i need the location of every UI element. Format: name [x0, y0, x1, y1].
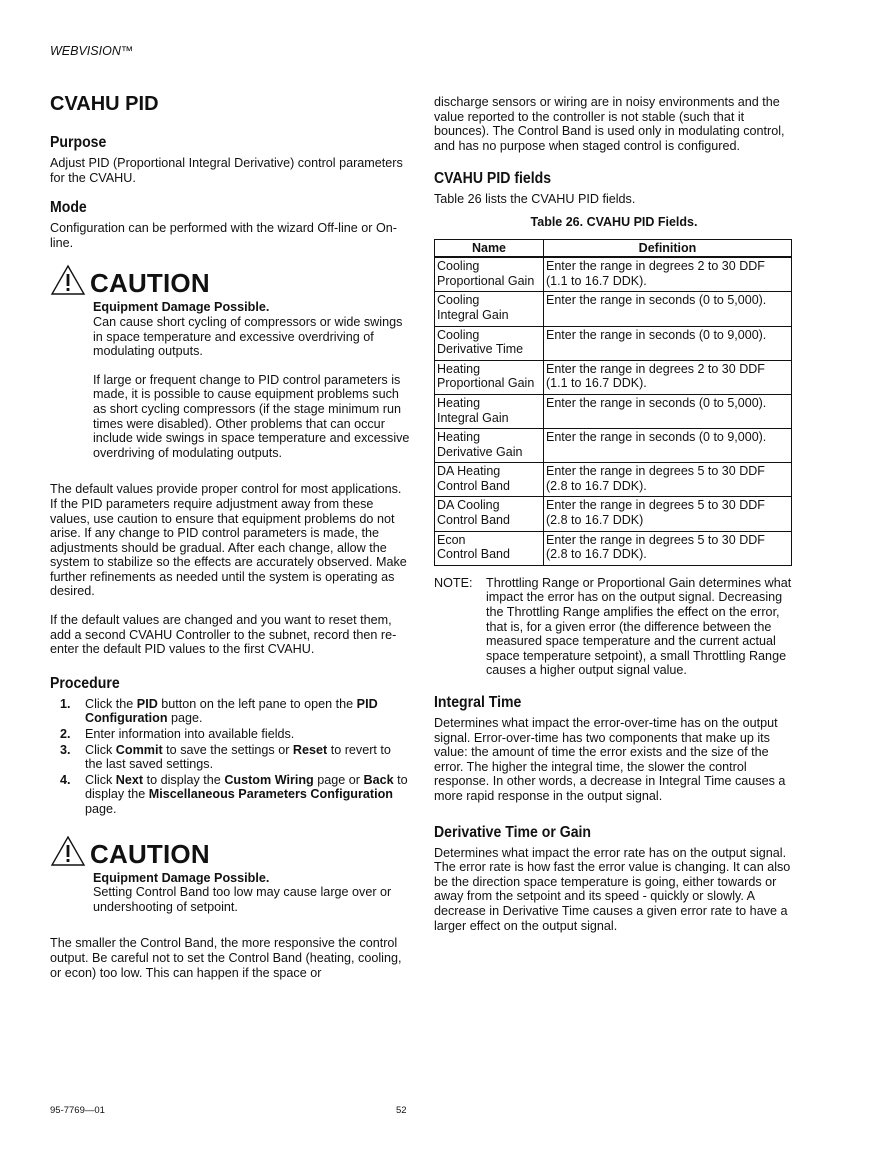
field-name-line: DA Heating	[437, 464, 501, 479]
caution-text: Setting Control Band too low may cause large over or undershooting of setpoint.	[93, 885, 392, 914]
field-name-cell	[435, 531, 544, 565]
table-row	[435, 463, 792, 497]
procedure-step	[50, 697, 410, 726]
purpose-section	[50, 134, 410, 185]
derivative-text: Determines what impact the error rate has on the output signal. The error rate is how fast the error value is changing. It can also be the direction space temperature is going, either towards or away from the setpoint and its speed - quickly or slowly. A decrease in Derivative Time causes a given error rate to have a larger effect on the output signal.	[434, 845, 791, 933]
caution-body	[93, 272, 410, 460]
caution-title: CAUTION	[90, 838, 210, 869]
field-definition-cell	[544, 292, 792, 326]
field-definition-cell	[544, 326, 792, 360]
integral-heading: Integral Time	[434, 694, 522, 711]
field-name-line: Derivative Time	[437, 342, 524, 357]
field-definition-line: Enter the range in degrees 2 to 30 DDF	[546, 259, 765, 274]
body-paragraph: The smaller the Control Band, the more responsive the control output. Be careful not to set the Control Band (heating, cooling, or econ) too low. This can happen if the space or	[50, 936, 402, 980]
field-name-line: Cooling	[437, 293, 480, 308]
doc-number: 95-7769—01	[50, 1105, 105, 1116]
step-text: button on the left pane to open the	[157, 696, 357, 711]
field-name-cell	[435, 394, 544, 428]
table-header-row	[435, 239, 792, 257]
field-definition-line: Enter the range in degrees 5 to 30 DDF	[546, 464, 765, 479]
procedure-step	[50, 727, 410, 742]
table-caption: Table 26. CVAHU PID Fields.	[530, 214, 698, 229]
field-name-line: Proportional Gain	[437, 376, 535, 391]
step-number: 4.	[60, 772, 71, 787]
field-name-line: Control Band	[437, 547, 510, 562]
warning-triangle-icon	[50, 835, 86, 867]
fields-heading: CVAHU PID fields	[434, 170, 552, 188]
field-definition-line: (2.8 to 16.7 DDK).	[546, 547, 647, 562]
field-name-line: Econ	[437, 532, 466, 547]
field-name-cell	[435, 463, 544, 497]
field-name-cell	[435, 326, 544, 360]
integral-section	[434, 694, 794, 804]
field-definition-line: Enter the range in seconds (0 to 9,000).	[546, 327, 767, 342]
warning-triangle-icon	[50, 264, 86, 296]
field-definition-cell	[544, 497, 792, 531]
right-column	[434, 95, 794, 947]
field-definition-cell	[544, 531, 792, 565]
step-text-bold: Commit	[115, 742, 163, 757]
procedure-step	[50, 743, 410, 772]
table-row	[435, 394, 792, 428]
field-name-line: Heating	[437, 395, 481, 410]
step-text-bold: PID	[136, 696, 158, 711]
step-text: Click	[85, 772, 116, 787]
fields-section	[434, 170, 794, 207]
body-paragraph: If the default values are changed and you want to reset them, add a second CVAHU Controller to the subnet, record then re-enter the default PID values to the first CVAHU.	[50, 613, 397, 657]
step-text: to save the settings or	[162, 742, 293, 757]
field-name-cell	[435, 257, 544, 292]
field-definition-cell	[544, 394, 792, 428]
step-text-bold: Next	[115, 772, 144, 787]
step-text: Click	[85, 742, 116, 757]
procedure-heading: Procedure	[50, 674, 120, 692]
step-text: Enter information into available fields.	[85, 727, 295, 742]
step-text-bold: Miscellaneous Parameters Configuration	[148, 787, 393, 802]
field-definition-line: (2.8 to 16.7 DDK)	[546, 513, 644, 528]
field-name-line: Control Band	[437, 478, 510, 493]
table-row	[435, 497, 792, 531]
field-name-line: Cooling	[437, 327, 480, 342]
field-definition-line: Enter the range in seconds (0 to 5,000).	[546, 293, 767, 308]
procedure-list	[50, 697, 410, 817]
table-row	[435, 292, 792, 326]
field-definition-cell	[544, 429, 792, 463]
column-header-name: Name	[435, 239, 544, 257]
table-row	[435, 257, 792, 292]
field-name-line: Cooling	[437, 259, 480, 274]
step-text: to revert to the last saved settings.	[85, 742, 391, 772]
column-header-definition: Definition	[544, 239, 792, 257]
mode-section	[50, 199, 410, 250]
mode-heading: Mode	[50, 199, 87, 217]
field-name-line: Heating	[437, 361, 481, 376]
caution-header	[50, 264, 210, 299]
caution-subtitle: Equipment Damage Possible.	[93, 300, 270, 315]
procedure-step	[50, 773, 410, 817]
purpose-text: Adjust PID (Proportional Integral Derivative) control parameters for the CVAHU.	[50, 156, 403, 185]
field-name-line: DA Cooling	[437, 498, 500, 513]
step-number: 1.	[60, 696, 71, 711]
field-name-line: Integral Gain	[437, 410, 509, 425]
left-column	[50, 92, 410, 980]
note-block	[434, 576, 794, 678]
field-definition-cell	[544, 463, 792, 497]
body-paragraph: discharge sensors or wiring are in noisy environments and the value reported to the controller is not stable (such that it bounces). The Control Band is used only in modulating control, and has no purpose when staged control is configured.	[434, 95, 785, 153]
table-row	[435, 360, 792, 394]
purpose-heading: Purpose	[50, 134, 107, 151]
pid-fields-table	[434, 239, 792, 566]
field-name-line: Control Band	[437, 513, 510, 528]
field-definition-line: (1.1 to 16.7 DDK).	[546, 273, 647, 288]
field-name-cell	[435, 292, 544, 326]
step-text: page.	[85, 802, 117, 816]
running-header: WEBVISION™	[50, 44, 134, 58]
field-definition-line: Enter the range in degrees 2 to 30 DDF	[546, 361, 765, 376]
field-definition-line: (2.8 to 16.7 DDK).	[546, 478, 647, 493]
page-number: 52	[396, 1105, 407, 1116]
note-text: Throttling Range or Proportional Gain determines what impact the error has on the output signal. Decreasing the Throttling Range amplifies the effect on the error, that is, for a given error (the difference between the measured space temperature and the current actual space temperature setpoint), a small Throttling Range causes a higher output signal value.	[486, 575, 792, 678]
step-text-bold: Reset	[292, 742, 328, 757]
step-text-bold: PID Configuration	[85, 696, 378, 726]
note-label: NOTE:	[434, 575, 473, 590]
step-text: to display the	[143, 772, 225, 787]
field-definition-line: Enter the range in seconds (0 to 5,000).	[546, 395, 767, 410]
derivative-section	[434, 824, 794, 934]
caution-title: CAUTION	[90, 268, 210, 299]
fields-text: Table 26 lists the CVAHU PID fields.	[434, 192, 636, 207]
page-title: CVAHU PID	[50, 93, 159, 115]
derivative-heading: Derivative Time or Gain	[434, 823, 592, 841]
field-definition-cell	[544, 257, 792, 292]
caution-box	[50, 838, 410, 915]
step-text-bold: Custom Wiring	[224, 772, 314, 787]
field-name-line: Integral Gain	[437, 307, 509, 322]
caution-subtitle: Equipment Damage Possible.	[93, 870, 270, 885]
step-text-bold: Back	[363, 772, 394, 787]
step-text: page or	[313, 772, 364, 787]
mode-text: Configuration can be performed with the wizard Off-line or On-line.	[50, 221, 397, 250]
step-number: 2.	[60, 727, 71, 742]
field-definition-cell	[544, 360, 792, 394]
field-definition-line: Enter the range in seconds (0 to 9,000).	[546, 430, 767, 445]
field-name-line: Heating	[437, 430, 481, 445]
step-text: page.	[167, 711, 203, 726]
field-name-cell	[435, 360, 544, 394]
caution-text: If large or frequent change to PID control parameters is made, it is possible to cause equipment problems such as short cycling compressors (if the stage minimum run times were disabled). Other problems that can occur include wide swings in space temperature and excessive overdriving of modulating outputs.	[93, 372, 410, 460]
field-definition-line: Enter the range in degrees 5 to 30 DDF	[546, 498, 765, 513]
table-row	[435, 429, 792, 463]
procedure-section	[50, 675, 410, 817]
caution-header	[50, 835, 210, 867]
field-name-line: Proportional Gain	[437, 273, 535, 288]
step-text: Click the	[85, 696, 137, 711]
integral-text: Determines what impact the error-over-time has on the output signal. Error-over-time has two components that make up its value: the amount of time the error exists and the size of the error. The higher the integral time, the slower the control response. In other words, a decrease in Integral Time causes a more rapid response in the output signal.	[434, 716, 786, 803]
body-paragraph: The default values provide proper control for most applications. If the PID parameters require adjustment away from these values, use caution to ensure that equipment problems do not arise. If any change to PID control parameters is made, the adjustments should be gradual. After each change, allow the system to stabilize so the effects are accurately observed. Make further refinements as needed until the system is operating as desired.	[50, 482, 407, 599]
step-number: 3.	[60, 742, 71, 757]
field-definition-line: (1.1 to 16.7 DDK).	[546, 376, 647, 391]
field-definition-line: Enter the range in degrees 5 to 30 DDF	[546, 532, 765, 547]
step-text: to display the	[85, 772, 408, 802]
field-name-cell	[435, 497, 544, 531]
field-name-cell	[435, 429, 544, 463]
table-row	[435, 326, 792, 360]
table-row	[435, 531, 792, 565]
caution-text: Can cause short cycling of compressors or wide swings in space temperature and excessive overdriving of modulating outputs.	[93, 314, 403, 359]
caution-box	[50, 268, 410, 460]
field-name-line: Derivative Gain	[437, 444, 523, 459]
